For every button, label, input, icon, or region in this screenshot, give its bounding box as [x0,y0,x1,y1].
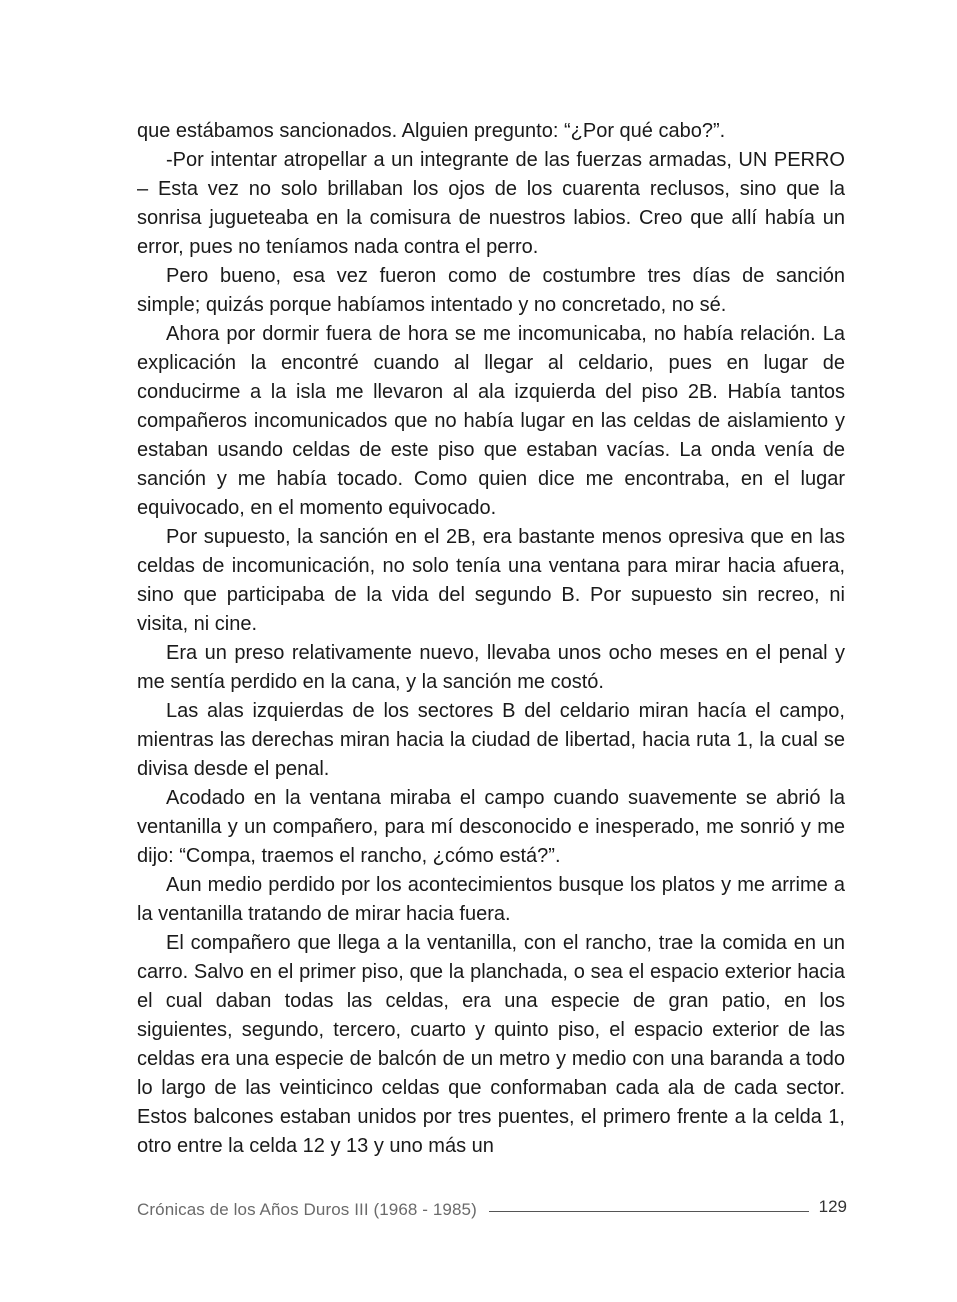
page-number: 129 [818,1197,847,1216]
paragraph: El compañero que llega a la ventanilla, con el rancho, trae la comida en un carro. Salvo en el primer piso, que la planchada, o sea el espacio exterior hacia el cual daban todas las celdas, era una especie de gran patio, en los siguientes, segundo, tercero, cuarto y quinto piso, el espacio exterior de las celdas era una especie de balcón de un metro y medio con una baranda a todo lo largo de las veinticinco celdas que conformaban cada ala de cada sector. Estos balcones estaban unidos por tres puentes, el primero frente a la celda 1, otro entre la celda 12 y 13 y uno más un [137,932,845,1157]
paragraph: Por supuesto, la sanción en el 2B, era bastante menos opresiva que en las celdas de incomunicación, no solo tenía una ventana para mirar hacia afuera, sino que participaba de la vida del segundo B. Por supuesto sin recreo, ni visita, ni cine. [137,526,845,635]
paragraph: Acodado en la ventana miraba el campo cuando suavemente se abrió la ventanilla y un compañero, para mí desconocido e inesperado, me sonrió y me dijo: “Compa, traemos el rancho, ¿cómo está?”. [137,787,845,867]
paragraph: Era un preso relativamente nuevo, llevaba unos ocho meses en el penal y me sentía perdido en la cana, y la sanción me costó. [137,642,845,693]
body-text [137,117,845,1161]
paragraph: -Por intentar atropellar a un integrante de las fuerzas armadas, UN PERRO – Esta vez no solo brillaban los ojos de los cuarenta reclusos, sino que la sonrisa jugueteaba en la comisura de nuestros labios. Creo que allí había un error, pues no teníamos nada contra el perro. [137,149,845,258]
paragraph: Las alas izquierdas de los sectores B del celdario miran hacía el campo, mientras las derechas miran hacia la ciudad de libertad, hacia ruta 1, la cual se divisa desde el penal. [137,700,845,780]
paragraph: Ahora por dormir fuera de hora se me incomunicaba, no había relación. La explicación la encontré cuando al llegar al celdario, pues en lugar de conducirme a la isla me llevaron al ala izquierda del piso 2B. Había tantos compañeros incomunicados que no había lugar en las celdas de aislamiento y estaban usando celdas de este piso que estaban vacías. La onda venía de sanción y me había tocado. Como quien dice me encontraba, en el lugar equivocado, en el momento equivocado. [137,323,845,519]
paragraph: Aun medio perdido por los acontecimientos busque los platos y me arrime a la ventanilla tratando de mirar hacia fuera. [137,874,845,925]
running-footer-title: Crónicas de los Años Duros III (1968 - 1985) [137,1200,477,1219]
paragraph: que estábamos sancionados. Alguien pregunto: “¿Por qué cabo?”. [137,120,726,142]
footer-rule [489,1211,809,1212]
paragraph: Pero bueno, esa vez fueron como de costumbre tres días de sanción simple; quizás porque habíamos intentado y no concretado, no sé. [137,265,845,316]
page-footer [137,1196,847,1224]
